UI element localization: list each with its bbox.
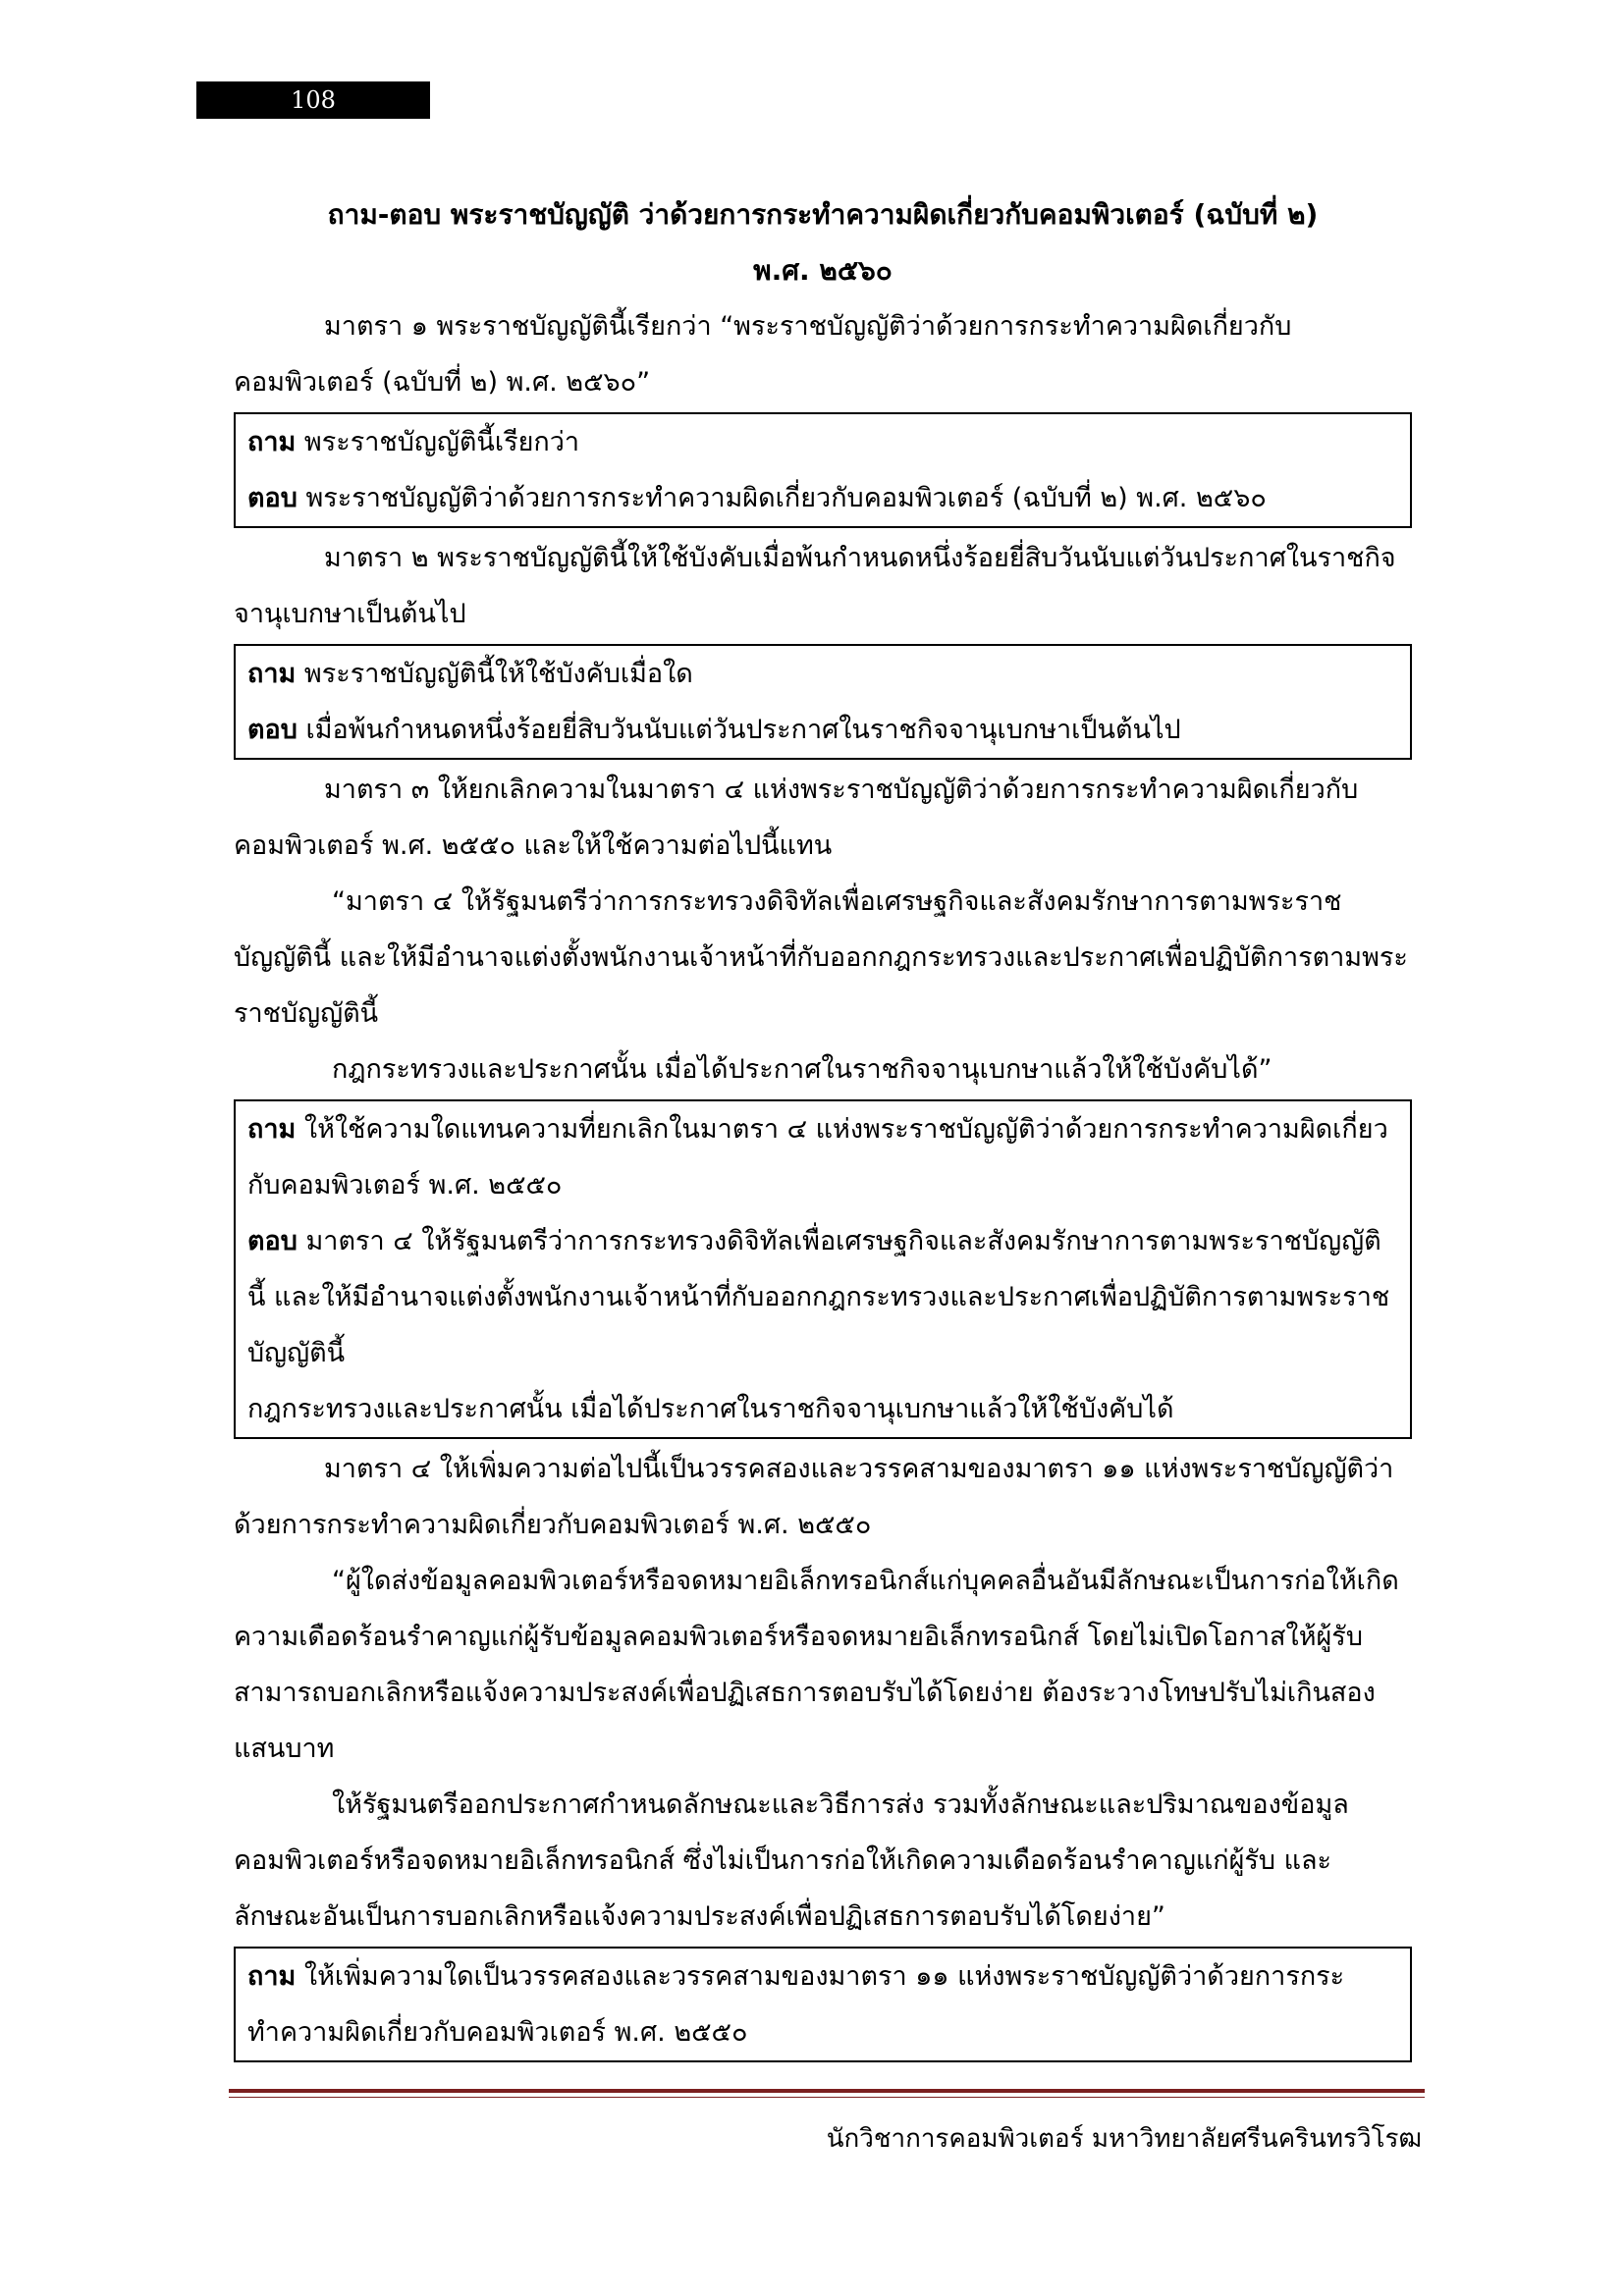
- question-label: ถาม: [247, 1114, 297, 1145]
- question-label: ถาม: [247, 427, 297, 457]
- question-label: ถาม: [247, 659, 297, 689]
- question-1: ถาม พระราชบัญญัตินี้เรียกว่า: [247, 427, 580, 457]
- document-body: [234, 187, 1412, 2064]
- question-2: ถาม พระราชบัญญัตินี้ให้ใช้บังคับเมื่อใด: [247, 659, 693, 689]
- answer-label: ตอบ: [247, 483, 298, 513]
- qa-box-4: [234, 1947, 1412, 2062]
- qa-box-2: [234, 644, 1412, 760]
- answer-3: ตอบ มาตรา ๔ ให้รัฐมนตรีว่าการกระทรวงดิจิทัลเพื่อเศรษฐกิจและสังคมรักษาการตามพระราชบัญญัตินี้ และให้มีอำนาจแต่งตั้งพนักงานเจ้าหน้าที่กับออกกฎกระทรวงและประกาศเพื่อปฏิบัติการตามพระราชบัญญัตินี้: [247, 1226, 1390, 1368]
- question-4: ถาม ให้เพิ่มความใดเป็นวรรคสองและวรรคสามของมาตรา ๑๑ แห่งพระราชบัญญัติว่าด้วยการกระทำความผิดเกี่ยวกับคอมพิวเตอร์ พ.ศ. ๒๕๕๐: [247, 1961, 1345, 2048]
- footer-text: นักวิชาการคอมพิวเตอร์ มหาวิทยาลัยศรีนครินทรวิโรฒ: [826, 2124, 1422, 2154]
- document-title-year: พ.ศ. ๒๕๖๐: [753, 254, 893, 287]
- section-4-text: มาตรา ๔ ให้เพิ่มความต่อไปนี้เป็นวรรคสองและวรรคสามของมาตรา ๑๑ แห่งพระราชบัญญัติว่าด้วยการกระทำความผิดเกี่ยวกับคอมพิวเตอร์ พ.ศ. ๒๕๕๐: [234, 1454, 1394, 1540]
- question-label: ถาม: [247, 1961, 297, 1992]
- section-3-quote-2: กฎกระทรวงและประกาศนั้น เมื่อได้ประกาศในราชกิจจานุเบกษาแล้วให้ใช้บังคับได้”: [332, 1054, 1272, 1085]
- section-2-text: มาตรา ๒ พระราชบัญญัตินี้ให้ใช้บังคับเมื่อพ้นกำหนดหนึ่งร้อยยี่สิบวันนับแต่วันประกาศในราชกิจจานุเบกษาเป็นต้นไป: [234, 543, 1396, 629]
- document-title: ถาม-ตอบ พระราชบัญญัติ ว่าด้วยการกระทำความผิดเกี่ยวกับคอมพิวเตอร์ (ฉบับที่ ๒): [327, 198, 1319, 231]
- answer-label: ตอบ: [247, 1226, 298, 1256]
- qa-box-1: [234, 412, 1412, 528]
- answer-2: ตอบ เมื่อพ้นกำหนดหนึ่งร้อยยี่สิบวันนับแต่วันประกาศในราชกิจจานุเบกษาเป็นต้นไป: [247, 715, 1181, 745]
- section-4-quote-2: ให้รัฐมนตรีออกประกาศกำหนดลักษณะและวิธีการส่ง รวมทั้งลักษณะและปริมาณของข้อมูลคอมพิวเตอร์หรือจดหมายอิเล็กทรอนิกส์ ซึ่งไม่เป็นการก่อให้เกิดความเดือดร้อนรำคาญแก่ผู้รับ และลักษณะอันเป็นการบอกเลิกหรือแจ้งความประสงค์เพื่อปฏิเสธการตอบรับได้โดยง่าย”: [234, 1789, 1349, 1932]
- footer-rule-thin: [229, 2097, 1425, 2098]
- section-4-quote-1: “ผู้ใดส่งข้อมูลคอมพิวเตอร์หรือจดหมายอิเล็กทรอนิกส์แก่บุคคลอื่นอันมีลักษณะเป็นการก่อให้เกิดความเดือดร้อนรำคาญแก่ผู้รับข้อมูลคอมพิวเตอร์หรือจดหมายอิเล็กทรอนิกส์ โดยไม่เปิดโอกาสให้ผู้รับสามารถบอกเลิกหรือแจ้งความประสงค์เพื่อปฏิเสธการตอบรับได้โดยง่าย ต้องระวางโทษปรับไม่เกินสองแสนบาท: [234, 1566, 1399, 1764]
- page-number: 108: [196, 81, 430, 119]
- answer-label: ตอบ: [247, 715, 298, 745]
- section-3-text: มาตรา ๓ ให้ยกเลิกความในมาตรา ๔ แห่งพระราชบัญญัติว่าด้วยการกระทำความผิดเกี่ยวกับคอมพิวเตอร์ พ.ศ. ๒๕๕๐ และให้ใช้ความต่อไปนี้แทน: [234, 774, 1359, 861]
- answer-1: ตอบ พระราชบัญญัติว่าด้วยการกระทำความผิดเกี่ยวกับคอมพิวเตอร์ (ฉบับที่ ๒) พ.ศ. ๒๕๖๐: [247, 483, 1267, 513]
- question-3: ถาม ให้ใช้ความใดแทนความที่ยกเลิกในมาตรา ๔ แห่งพระราชบัญญัติว่าด้วยการกระทำความผิดเกี่ยวกับคอมพิวเตอร์ พ.ศ. ๒๕๕๐: [247, 1114, 1388, 1201]
- footer-rule: [229, 2089, 1425, 2093]
- qa-box-3: [234, 1099, 1412, 1439]
- section-1-text: มาตรา ๑ พระราชบัญญัตินี้เรียกว่า “พระราชบัญญัติว่าด้วยการกระทำความผิดเกี่ยวกับคอมพิวเตอร์ (ฉบับที่ ๒) พ.ศ. ๒๕๖๐”: [234, 311, 1292, 398]
- answer-3-continued: กฎกระทรวงและประกาศนั้น เมื่อได้ประกาศในราชกิจจานุเบกษาแล้วให้ใช้บังคับได้: [247, 1394, 1174, 1424]
- section-3-quote-1: “มาตรา ๔ ให้รัฐมนตรีว่าการกระทรวงดิจิทัลเพื่อเศรษฐกิจและสังคมรักษาการตามพระราชบัญญัตินี้ และให้มีอำนาจแต่งตั้งพนักงานเจ้าหน้าที่กับออกกฎกระทรวงและประกาศเพื่อปฏิบัติการตามพระราชบัญญัตินี้: [234, 886, 1408, 1029]
